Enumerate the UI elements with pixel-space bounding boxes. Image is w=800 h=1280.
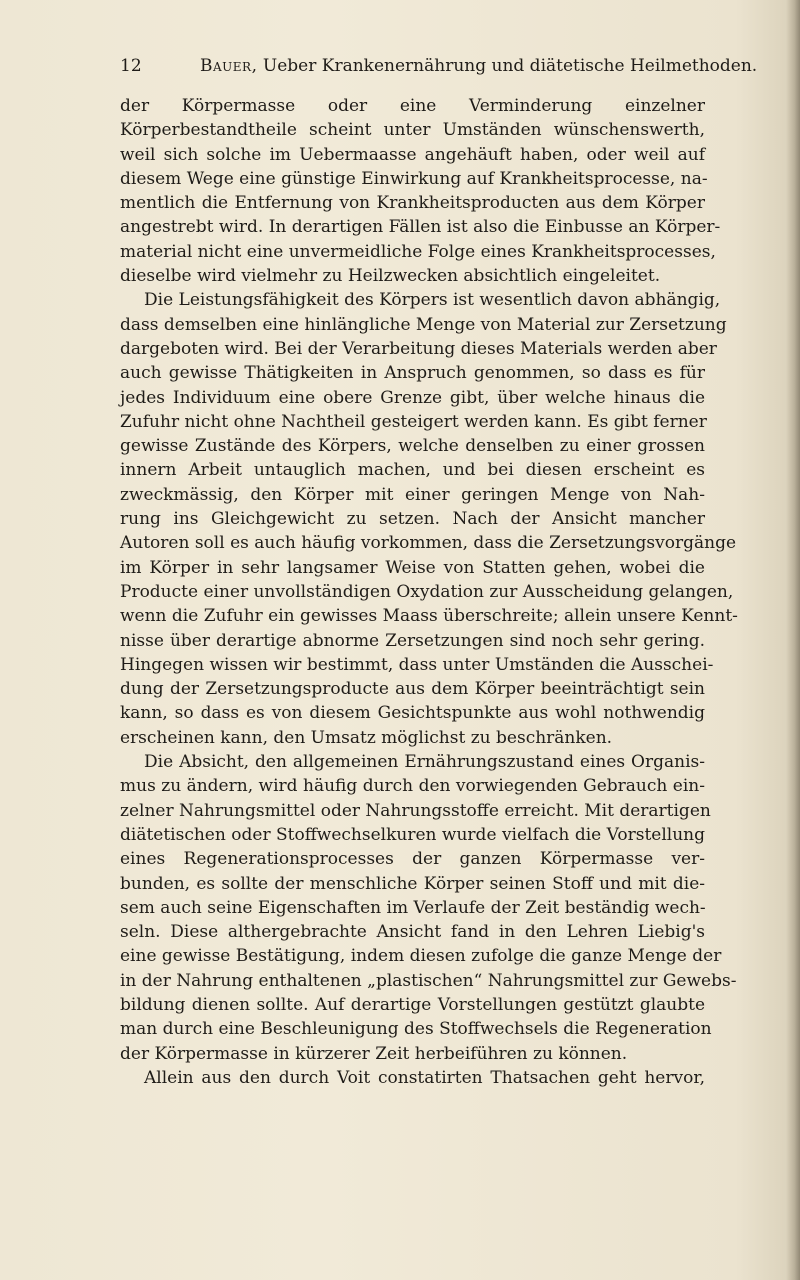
text-line: dargeboten wird. Bei der Verarbeitung dieses Materials werden aber (120, 338, 717, 359)
text-line: bunden, es sollte der menschliche Körper seinen Stoff und mit die- (120, 873, 705, 894)
text-line: sem auch seine Eigenschaften im Verlaufe der Zeit beständig wech- (120, 897, 706, 918)
text-line: material nicht eine unvermeidliche Folge eines Krankheitsprocesses, (120, 241, 716, 262)
text-line: diesem Wege eine günstige Einwirkung auf Krankheitsprocesse, na- (120, 168, 708, 189)
body-text (120, 94, 738, 1090)
text-line: Hingegen wissen wir bestimmt, dass unter Umständen die Ausschei- (120, 654, 714, 675)
text-line: eine gewisse Bestätigung, indem diesen zufolge die ganze Menge der (120, 946, 722, 967)
text-line: Körperbestandtheile scheint unter Umständen wünschenswerth, (120, 120, 705, 141)
text-line: Autoren soll es auch häufig vorkommen, dass die Zersetzungsvorgänge (120, 533, 737, 554)
text-line: nisse über derartige abnorme Zersetzungen sind noch sehr gering. (120, 630, 705, 651)
text-line: dung der Zersetzungsproducte aus dem Körper beeinträchtigt sein (120, 679, 705, 700)
page-header (120, 56, 758, 82)
text-line: zweckmässig, den Körper mit einer geringen Menge von Nah- (120, 484, 705, 505)
text-line: Die Absicht, den allgemeinen Ernährungszustand eines Organis- (144, 752, 705, 773)
text-line: bildung dienen sollte. Auf derartige Vorstellungen gestützt glaubte (120, 994, 705, 1015)
text-line: Producte einer unvollständigen Oxydation zur Ausscheidung gelangen, (120, 581, 734, 602)
text-line: seln. Diese althergebrachte Ansicht fand in den Lehren Liebig's (120, 922, 705, 943)
page-number: 12 (120, 56, 142, 76)
text-line: wenn die Zufuhr ein gewisses Maass überschreite; allein unsere Kennt- (120, 606, 738, 627)
text-line: dieselbe wird vielmehr zu Heilzwecken absichtlich eingeleitet. (120, 266, 661, 287)
text-line: weil sich solche im Uebermaasse angehäuft haben, oder weil auf (120, 144, 705, 165)
running-head (200, 56, 757, 76)
running-head-title: Ueber Krankenernährung und diätetische Heilmethoden. (262, 56, 758, 76)
text-line: gewisse Zustände des Körpers, welche denselben zu einer grossen (120, 436, 705, 457)
text-line: mentlich die Entfernung von Krankheitsproducten aus dem Körper (120, 193, 705, 214)
page-edge-shadow (786, 0, 800, 1280)
text-line: diätetischen oder Stoffwechselkuren wurde vielfach die Vorstellung (120, 824, 705, 845)
text-line: Die Leistungsfähigkeit des Körpers ist wesentlich davon abhängig, (144, 290, 721, 311)
text-line: in der Nahrung enthaltenen „plastischen“ Nahrungsmittel zur Gewebs- (120, 970, 737, 991)
text-line: innern Arbeit untauglich machen, und bei diesen erscheint es (120, 460, 705, 481)
text-line: im Körper in sehr langsamer Weise von Statten gehen, wobei die (120, 557, 705, 578)
text-line: eines Regenerationsprocesses der ganzen Körpermasse ver- (120, 849, 705, 870)
text-line: der Körpermasse in kürzerer Zeit herbeiführen zu können. (120, 1043, 628, 1064)
text-line: Allein aus den durch Voit constatirten Thatsachen geht hervor, (144, 1067, 705, 1088)
text-line: rung ins Gleichgewicht zu setzen. Nach der Ansicht mancher (120, 509, 705, 530)
text-line: dass demselben eine hinlängliche Menge von Material zur Zersetzung (120, 314, 727, 335)
text-line: jedes Individuum eine obere Grenze gibt, über welche hinaus die (120, 387, 705, 408)
text-line: mus zu ändern, wird häufig durch den vorwiegenden Gebrauch ein- (120, 776, 705, 797)
text-line: angestrebt wird. In derartigen Fällen ist also die Einbusse an Körper- (120, 217, 721, 238)
text-line: zelner Nahrungsmittel oder Nahrungsstoffe erreicht. Mit derartigen (120, 800, 711, 821)
text-line: man durch eine Beschleunigung des Stoffwechsels die Regeneration (120, 1019, 712, 1040)
text-line: auch gewisse Thätigkeiten in Anspruch genommen, so dass es für (120, 363, 705, 384)
text-line: Zufuhr nicht ohne Nachtheil gesteigert werden kann. Es gibt ferner (120, 411, 707, 432)
text-line: der Körpermasse oder eine Verminderung einzelner (120, 96, 705, 116)
running-head-author: Bauer, (200, 56, 258, 76)
text-line: kann, so dass es von diesem Gesichtspunkte aus wohl nothwendig (120, 703, 705, 724)
text-line: erscheinen kann, den Umsatz möglichst zu beschränken. (120, 727, 613, 748)
